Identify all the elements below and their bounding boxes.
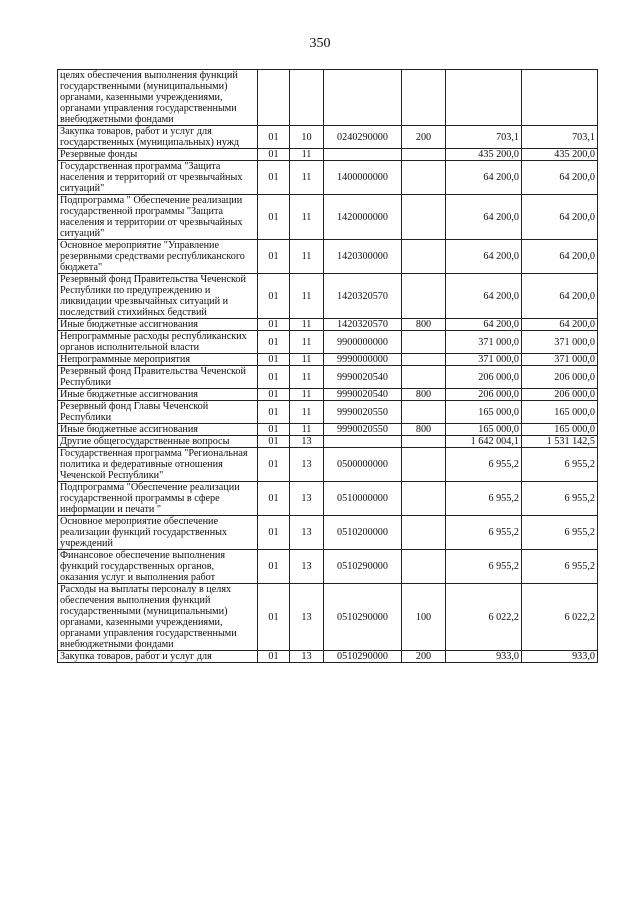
row-target-article-cell: 0510290000 [324, 584, 402, 651]
row-section-cell: 01 [258, 550, 290, 584]
row-subsection-cell: 11 [290, 401, 324, 424]
row-amount-1-cell: 64 200,0 [446, 319, 522, 331]
table-row [58, 240, 598, 274]
row-target-article-cell: 1420000000 [324, 195, 402, 240]
row-section-cell: 01 [258, 161, 290, 195]
row-name-cell: Иные бюджетные ассигнования [58, 389, 258, 401]
row-amount-2-cell: 371 000,0 [522, 354, 598, 366]
row-amount-2-cell [522, 70, 598, 126]
row-name-cell: Государственная программа "Защита населения и территорий от чрезвычайных ситуаций" [58, 161, 258, 195]
row-name-cell: Основное мероприятие обеспечение реализации функций государственных учреждений [58, 516, 258, 550]
row-name-cell: Закупка товаров, работ и услуг для [58, 651, 258, 663]
row-expense-type-cell [402, 240, 446, 274]
row-amount-2-cell: 64 200,0 [522, 319, 598, 331]
row-expense-type-cell [402, 149, 446, 161]
row-target-article-cell: 9900000000 [324, 331, 402, 354]
budget-table-body [58, 70, 598, 663]
table-row [58, 550, 598, 584]
table-row [58, 584, 598, 651]
row-name-cell: Резервные фонды [58, 149, 258, 161]
row-section-cell: 01 [258, 240, 290, 274]
row-amount-2-cell: 64 200,0 [522, 161, 598, 195]
table-row [58, 354, 598, 366]
row-amount-2-cell: 165 000,0 [522, 401, 598, 424]
row-name-cell: Непрограммные мероприятия [58, 354, 258, 366]
row-amount-1-cell [446, 70, 522, 126]
row-subsection-cell: 11 [290, 389, 324, 401]
row-amount-1-cell: 165 000,0 [446, 401, 522, 424]
row-expense-type-cell: 200 [402, 651, 446, 663]
row-amount-2-cell: 6 955,2 [522, 448, 598, 482]
row-target-article-cell [324, 70, 402, 126]
row-amount-2-cell: 206 000,0 [522, 389, 598, 401]
row-name-cell: Другие общегосударственные вопросы [58, 436, 258, 448]
row-subsection-cell: 13 [290, 448, 324, 482]
row-section-cell: 01 [258, 149, 290, 161]
row-amount-1-cell: 6 022,2 [446, 584, 522, 651]
row-section-cell [258, 70, 290, 126]
row-target-article-cell: 0510290000 [324, 651, 402, 663]
row-expense-type-cell: 200 [402, 126, 446, 149]
row-expense-type-cell: 800 [402, 424, 446, 436]
row-name-cell: Резервный фонд Главы Чеченской Республики [58, 401, 258, 424]
row-section-cell: 01 [258, 274, 290, 319]
budget-table [57, 69, 598, 663]
table-row [58, 195, 598, 240]
row-amount-1-cell: 165 000,0 [446, 424, 522, 436]
row-target-article-cell: 1420320570 [324, 319, 402, 331]
row-subsection-cell: 11 [290, 424, 324, 436]
table-row [58, 389, 598, 401]
row-subsection-cell: 11 [290, 366, 324, 389]
row-amount-1-cell: 371 000,0 [446, 354, 522, 366]
row-target-article-cell: 0510290000 [324, 550, 402, 584]
row-amount-1-cell: 1 642 004,1 [446, 436, 522, 448]
row-target-article-cell: 1420320570 [324, 274, 402, 319]
row-amount-1-cell: 6 955,2 [446, 516, 522, 550]
row-subsection-cell: 11 [290, 149, 324, 161]
row-subsection-cell: 13 [290, 436, 324, 448]
row-name-cell: целях обеспечения выполнения функций государственными (муниципальными) органами, казенными учреждениями, органами управления государственными внебюджетными фондами [58, 70, 258, 126]
row-section-cell: 01 [258, 448, 290, 482]
row-subsection-cell: 11 [290, 240, 324, 274]
row-expense-type-cell: 800 [402, 319, 446, 331]
row-section-cell: 01 [258, 126, 290, 149]
row-target-article-cell: 0510200000 [324, 516, 402, 550]
row-expense-type-cell [402, 161, 446, 195]
row-expense-type-cell [402, 550, 446, 584]
row-amount-2-cell: 6 022,2 [522, 584, 598, 651]
row-expense-type-cell [402, 331, 446, 354]
row-subsection-cell: 13 [290, 550, 324, 584]
table-row [58, 448, 598, 482]
table-row [58, 424, 598, 436]
row-section-cell: 01 [258, 319, 290, 331]
row-expense-type-cell: 100 [402, 584, 446, 651]
row-section-cell: 01 [258, 436, 290, 448]
row-subsection-cell: 13 [290, 516, 324, 550]
row-name-cell: Иные бюджетные ассигнования [58, 319, 258, 331]
row-subsection-cell: 11 [290, 354, 324, 366]
row-section-cell: 01 [258, 401, 290, 424]
row-subsection-cell: 13 [290, 482, 324, 516]
row-amount-1-cell: 703,1 [446, 126, 522, 149]
row-name-cell: Закупка товаров, работ и услуг для государственных (муниципальных) нужд [58, 126, 258, 149]
row-name-cell: Подпрограмма " Обеспечение реализации государственной программы "Защита населения и территории от чрезвычайных ситуаций" [58, 195, 258, 240]
row-section-cell: 01 [258, 195, 290, 240]
row-expense-type-cell: 800 [402, 389, 446, 401]
row-target-article-cell [324, 436, 402, 448]
table-row [58, 366, 598, 389]
row-target-article-cell: 0240290000 [324, 126, 402, 149]
row-name-cell: Финансовое обеспечение выполнения функций государственных органов, оказания услуг и выполнения работ [58, 550, 258, 584]
row-subsection-cell: 13 [290, 651, 324, 663]
row-amount-2-cell: 6 955,2 [522, 550, 598, 584]
row-name-cell: Иные бюджетные ассигнования [58, 424, 258, 436]
row-amount-1-cell: 6 955,2 [446, 448, 522, 482]
table-row [58, 651, 598, 663]
row-amount-2-cell: 64 200,0 [522, 195, 598, 240]
row-name-cell: Расходы на выплаты персоналу в целях обеспечения выполнения функций государственными (муниципальными) органами, казенными учреждениями, органами управления государственными внебюджетными фондами [58, 584, 258, 651]
row-target-article-cell: 0500000000 [324, 448, 402, 482]
row-target-article-cell: 9990020550 [324, 401, 402, 424]
row-target-article-cell: 1420300000 [324, 240, 402, 274]
table-row [58, 161, 598, 195]
row-amount-2-cell: 1 531 142,5 [522, 436, 598, 448]
row-section-cell: 01 [258, 482, 290, 516]
row-target-article-cell: 0510000000 [324, 482, 402, 516]
table-row [58, 274, 598, 319]
table-row [58, 401, 598, 424]
row-amount-1-cell: 64 200,0 [446, 274, 522, 319]
page-number: 350 [309, 36, 331, 51]
row-amount-1-cell: 933,0 [446, 651, 522, 663]
row-amount-1-cell: 64 200,0 [446, 240, 522, 274]
row-target-article-cell [324, 149, 402, 161]
row-name-cell: Основное мероприятие "Управление резервными средствами республиканского бюджета" [58, 240, 258, 274]
row-section-cell: 01 [258, 651, 290, 663]
row-amount-1-cell: 6 955,2 [446, 550, 522, 584]
row-section-cell: 01 [258, 424, 290, 436]
row-expense-type-cell [402, 366, 446, 389]
table-row [58, 516, 598, 550]
row-section-cell: 01 [258, 331, 290, 354]
row-amount-1-cell: 371 000,0 [446, 331, 522, 354]
row-amount-1-cell: 435 200,0 [446, 149, 522, 161]
row-amount-1-cell: 64 200,0 [446, 195, 522, 240]
row-expense-type-cell [402, 516, 446, 550]
row-target-article-cell: 1400000000 [324, 161, 402, 195]
row-amount-2-cell: 64 200,0 [522, 240, 598, 274]
row-amount-1-cell: 6 955,2 [446, 482, 522, 516]
row-name-cell: Резервный фонд Правительства Чеченской Республики по предупреждению и ликвидации чрезвычайных ситуаций и последствий стихийных бедствий [58, 274, 258, 319]
row-name-cell: Резервный фонд Правительства Чеченской Республики [58, 366, 258, 389]
row-amount-2-cell: 6 955,2 [522, 516, 598, 550]
row-section-cell: 01 [258, 389, 290, 401]
row-amount-2-cell: 933,0 [522, 651, 598, 663]
row-subsection-cell: 11 [290, 195, 324, 240]
row-target-article-cell: 9990020550 [324, 424, 402, 436]
row-amount-1-cell: 206 000,0 [446, 389, 522, 401]
table-row [58, 331, 598, 354]
row-expense-type-cell [402, 448, 446, 482]
row-section-cell: 01 [258, 366, 290, 389]
row-amount-1-cell: 64 200,0 [446, 161, 522, 195]
table-row [58, 70, 598, 126]
row-amount-2-cell: 165 000,0 [522, 424, 598, 436]
row-subsection-cell: 11 [290, 161, 324, 195]
row-name-cell: Непрограммные расходы республиканских органов исполнительной власти [58, 331, 258, 354]
row-section-cell: 01 [258, 516, 290, 550]
row-amount-2-cell: 6 955,2 [522, 482, 598, 516]
row-amount-2-cell: 206 000,0 [522, 366, 598, 389]
row-section-cell: 01 [258, 584, 290, 651]
row-amount-2-cell: 64 200,0 [522, 274, 598, 319]
row-expense-type-cell [402, 401, 446, 424]
row-name-cell: Подпрограмма "Обеспечение реализации государственной программы в сфере информации и печати " [58, 482, 258, 516]
table-row [58, 436, 598, 448]
table-row [58, 126, 598, 149]
table-row [58, 319, 598, 331]
row-section-cell: 01 [258, 354, 290, 366]
row-expense-type-cell [402, 274, 446, 319]
row-amount-2-cell: 371 000,0 [522, 331, 598, 354]
row-name-cell: Государственная программа "Региональная политика и федеративные отношения Чеченской Республики" [58, 448, 258, 482]
row-expense-type-cell [402, 195, 446, 240]
table-row [58, 149, 598, 161]
row-expense-type-cell [402, 436, 446, 448]
row-target-article-cell: 9990000000 [324, 354, 402, 366]
table-row [58, 482, 598, 516]
row-amount-2-cell: 435 200,0 [522, 149, 598, 161]
row-subsection-cell: 13 [290, 584, 324, 651]
row-subsection-cell: 10 [290, 126, 324, 149]
row-target-article-cell: 9990020540 [324, 366, 402, 389]
row-expense-type-cell [402, 482, 446, 516]
row-subsection-cell: 11 [290, 331, 324, 354]
row-amount-1-cell: 206 000,0 [446, 366, 522, 389]
row-subsection-cell [290, 70, 324, 126]
row-target-article-cell: 9990020540 [324, 389, 402, 401]
row-subsection-cell: 11 [290, 274, 324, 319]
row-expense-type-cell [402, 70, 446, 126]
row-subsection-cell: 11 [290, 319, 324, 331]
row-amount-2-cell: 703,1 [522, 126, 598, 149]
row-expense-type-cell [402, 354, 446, 366]
